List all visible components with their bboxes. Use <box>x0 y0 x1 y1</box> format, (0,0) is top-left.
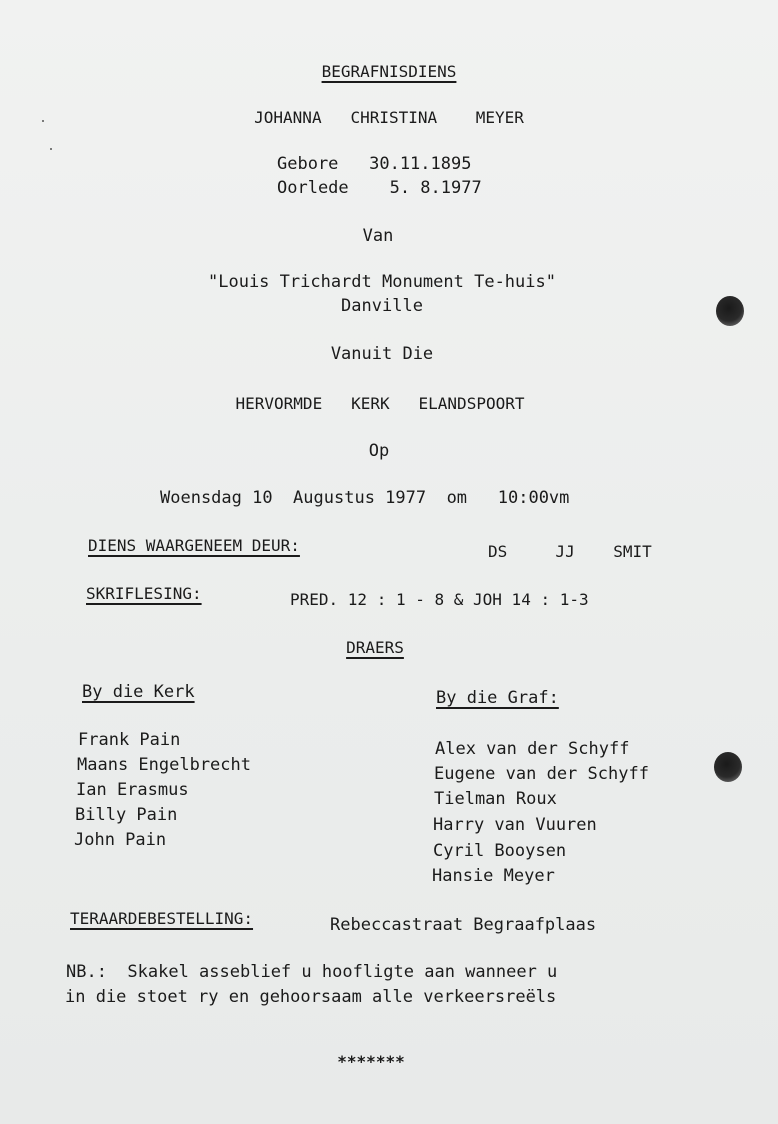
from-label: Van <box>362 226 394 246</box>
from-the-label: Vanuit Die <box>330 344 434 364</box>
home-name: "Louis Trichardt Monument Te-huis" <box>208 272 556 292</box>
document-title: BEGRAFNISDIENS <box>321 62 457 81</box>
grave-bearer: Hansie Meyer <box>432 866 555 886</box>
church-bearer: Frank Pain <box>78 730 181 750</box>
death-date: Oorlede 5. 8.1977 <box>277 178 482 198</box>
church-bearer: John Pain <box>74 830 167 850</box>
scripture-reading: PRED. 12 : 1 - 8 & JOH 14 : 1-3 <box>290 590 589 609</box>
note-line-1: NB.: Skakel asseblief u hoofligte aan wanneer u <box>66 962 558 982</box>
grave-bearer: Eugene van der Schyff <box>434 764 649 784</box>
bearers-heading: DRAERS <box>346 638 404 657</box>
church-name: HERVORMDE KERK ELANDSPOORT <box>235 394 525 413</box>
service-officiant: DS JJ SMIT <box>488 542 652 561</box>
burial-place: Rebeccastraat Begraafplaas <box>330 915 597 935</box>
scripture-label: SKRIFLESING: <box>86 584 202 603</box>
church-bearer: Ian Erasmus <box>76 780 189 800</box>
grave-bearer: Harry van Vuuren <box>433 815 597 835</box>
service-label: DIENS WAARGENEEM DEUR: <box>88 536 300 555</box>
paper-speck <box>50 148 52 150</box>
birth-date: Gebore 30.11.1895 <box>277 154 472 174</box>
grave-bearer: Tielman Roux <box>434 789 557 809</box>
deceased-name: JOHANNA CHRISTINA MEYER <box>254 108 524 127</box>
church-bearer: Maans Engelbrecht <box>77 755 251 775</box>
service-date-time: Woensdag 10 Augustus 1977 om 10:00vm <box>160 488 570 508</box>
burial-label: TERAARDEBESTELLING: <box>70 909 254 928</box>
punch-hole-bottom <box>714 752 742 782</box>
grave-bearers-heading: By die Graf: <box>436 688 559 708</box>
town-name: Danville <box>341 296 423 316</box>
note-line-2: in die stoet ry en gehoorsaam alle verkeersreëls <box>65 987 557 1007</box>
grave-bearer: Cyril Booysen <box>433 841 567 861</box>
church-bearer: Billy Pain <box>75 805 178 825</box>
church-bearers-heading: By die Kerk <box>82 682 195 702</box>
end-mark: ******* <box>337 1052 405 1071</box>
grave-bearer: Alex van der Schyff <box>435 739 630 759</box>
on-label: Op <box>368 441 390 461</box>
